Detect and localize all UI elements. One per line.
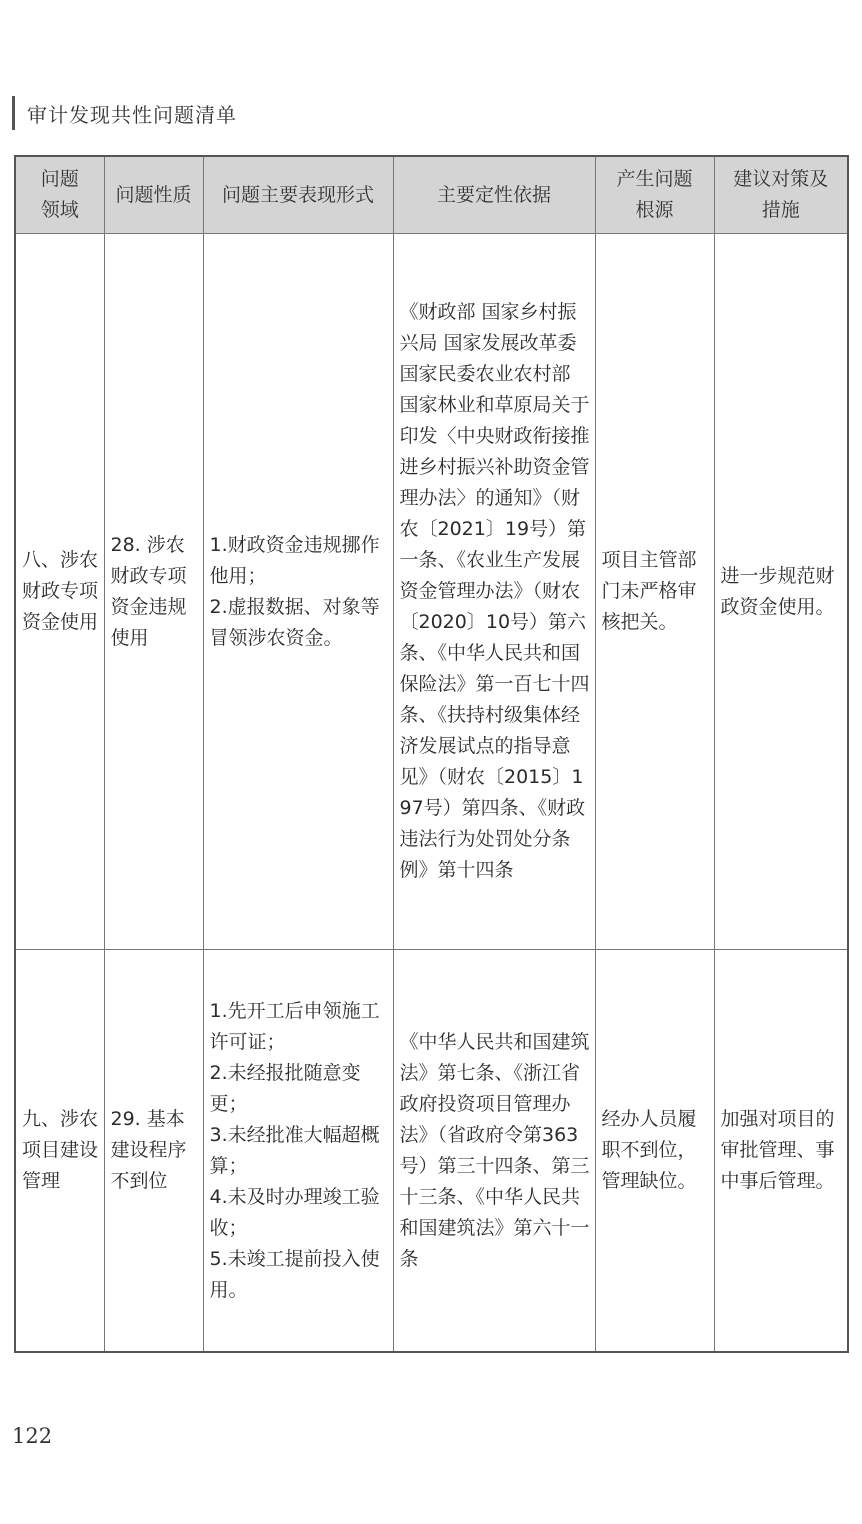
cell-suggestion: 加强对项目的审批管理、事中事后管理。 <box>714 950 848 1353</box>
page-number: 122 <box>12 1424 53 1448</box>
page-header <box>12 96 237 130</box>
cell-basis: 《财政部 国家乡村振兴局 国家发展改革委 国家民委农业农村部 国家林业和草原局关于印发〈中央财政衔接推进乡村振兴补助资金管理办法〉的通知》（财农〔2021〕19号）第一条、《农业生产发展资金管理办法》（财农〔2020〕10号）第六条、《中华人民共和国保险法》第一百七十四条、《扶持村级集体经济发展试点的指导意见》（财农〔2015〕197号）第四条、《财政违法行为处罚处分条例》第十四条 <box>393 234 595 950</box>
cell-domain: 九、涉农项目建设管理 <box>15 950 104 1353</box>
table-header-row <box>15 156 848 234</box>
cell-forms: 1.财政资金违规挪作他用； 2.虚报数据、对象等冒领涉农资金。 <box>203 234 393 950</box>
cell-forms: 1.先开工后申领施工许可证； 2.未经报批随意变更； 3.未经批准大幅超概算； 4.未及时办理竣工验收； 5.未竣工提前投入使用。 <box>203 950 393 1353</box>
cell-suggestion: 进一步规范财政资金使用。 <box>714 234 848 950</box>
column-header-suggestion: 建议对策及 措施 <box>714 156 848 234</box>
cell-cause: 经办人员履职不到位，管理缺位。 <box>595 950 714 1353</box>
column-header-domain: 问题 领域 <box>15 156 104 234</box>
cell-domain: 八、涉农财政专项资金使用 <box>15 234 104 950</box>
table-row <box>15 950 848 1353</box>
table-row <box>15 234 848 950</box>
page-title: 审计发现共性问题清单 <box>27 102 237 127</box>
cell-nature: 29. 基本建设程序不到位 <box>104 950 203 1353</box>
cell-cause: 项目主管部门未严格审核把关。 <box>595 234 714 950</box>
column-header-basis: 主要定性依据 <box>393 156 595 234</box>
cell-nature: 28. 涉农财政专项资金违规使用 <box>104 234 203 950</box>
cell-basis: 《中华人民共和国建筑法》第七条、《浙江省政府投资项目管理办法》（省政府令第363号）第三十四条、第三十三条、《中华人民共和国建筑法》第六十一条 <box>393 950 595 1353</box>
header-rule <box>12 96 15 130</box>
audit-issues-table <box>14 155 849 1353</box>
column-header-forms: 问题主要表现形式 <box>203 156 393 234</box>
column-header-nature: 问题性质 <box>104 156 203 234</box>
column-header-cause: 产生问题 根源 <box>595 156 714 234</box>
